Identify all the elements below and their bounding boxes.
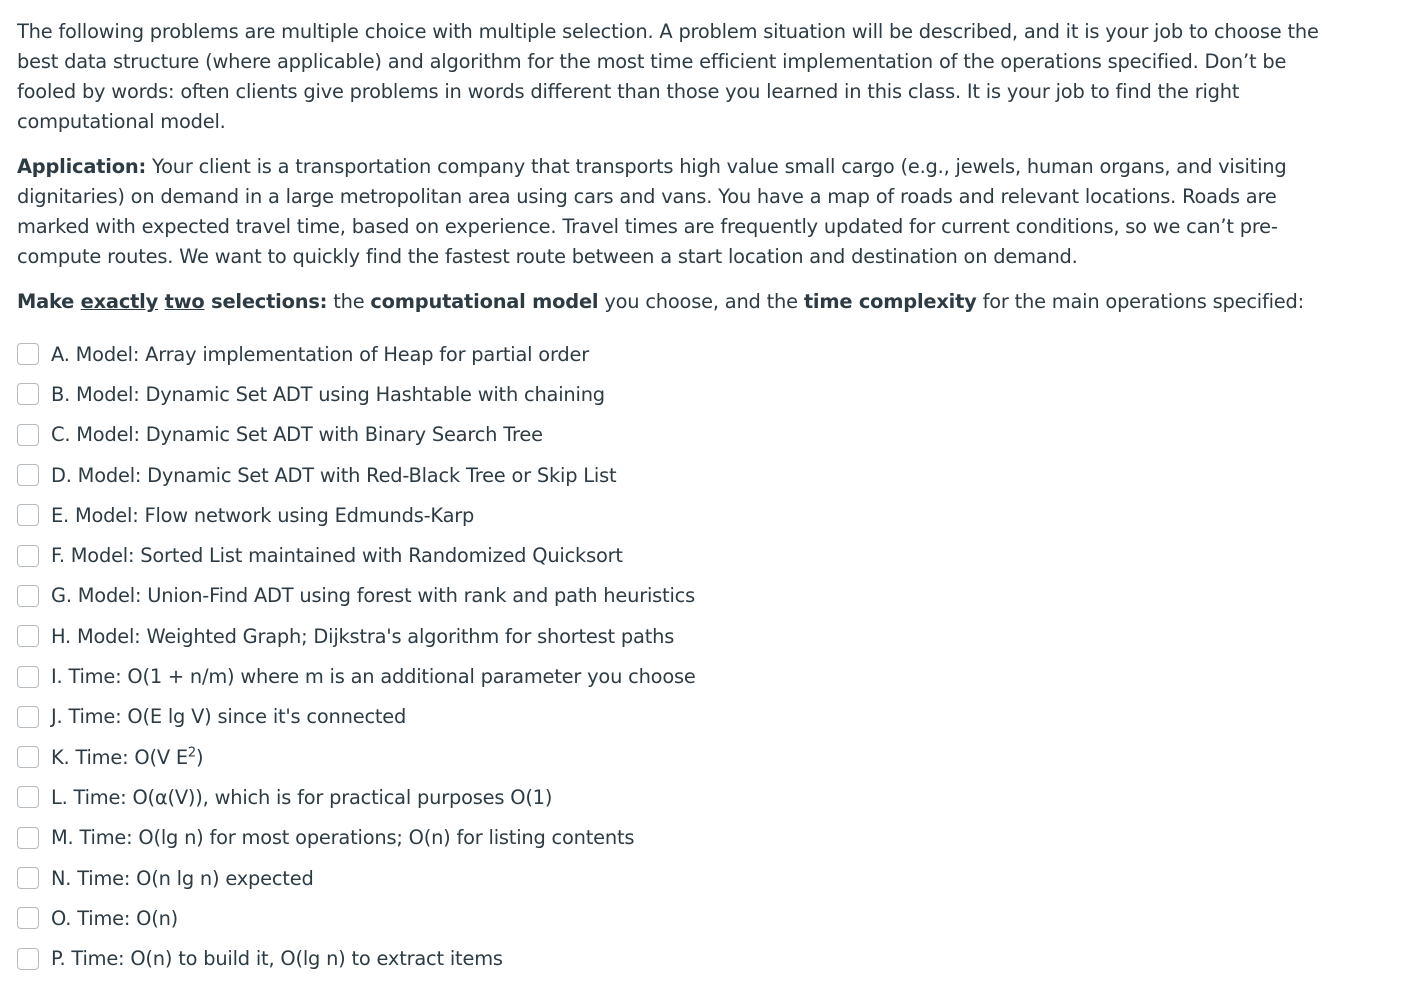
answer-option[interactable] xyxy=(17,656,1327,696)
answer-option[interactable] xyxy=(17,334,1327,374)
answer-options-list xyxy=(17,334,1327,979)
answer-option[interactable] xyxy=(17,818,1327,858)
option-label[interactable]: N. Time: O(n lg n) expected xyxy=(51,866,314,890)
option-checkbox[interactable] xyxy=(17,666,39,688)
option-label[interactable]: P. Time: O(n) to build it, O(lg n) to extract items xyxy=(51,947,503,971)
option-label[interactable]: O. Time: O(n) xyxy=(51,906,179,930)
answer-option[interactable] xyxy=(17,415,1327,455)
instruction-computational-model: computational model xyxy=(370,290,599,313)
instruction-exactly: exactly xyxy=(80,290,159,313)
option-label[interactable]: F. Model: Sorted List maintained with Randomized Quicksort xyxy=(51,544,623,568)
intro-text: The following problems are multiple choice with multiple selection. A problem situation will be described, and it is your job to choose the best data structure (where applicable) and algorithm for the most time efficient implementation of the operations specified. Don’t be fooled by words: often clients give problems in words different than those you learned in this class. It is your job to find the right computational model. xyxy=(17,20,1319,133)
answer-option[interactable] xyxy=(17,697,1327,737)
option-checkbox[interactable] xyxy=(17,827,39,849)
option-checkbox[interactable] xyxy=(17,464,39,486)
answer-option[interactable] xyxy=(17,576,1327,616)
answer-option[interactable] xyxy=(17,858,1327,898)
option-label[interactable]: G. Model: Union-Find ADT using forest with rank and path heuristics xyxy=(51,584,696,608)
answer-option[interactable] xyxy=(17,616,1327,656)
option-label[interactable]: J. Time: O(E lg V) since it's connected xyxy=(51,705,407,729)
option-label[interactable]: K. Time: O(V $E^2$) xyxy=(51,745,204,769)
option-checkbox[interactable] xyxy=(17,786,39,808)
answer-option[interactable] xyxy=(17,737,1327,777)
instruction-time-complexity: time complexity xyxy=(803,290,977,313)
option-checkbox[interactable] xyxy=(17,746,39,768)
answer-option[interactable] xyxy=(17,374,1327,414)
answer-option[interactable] xyxy=(17,777,1327,817)
instruction-two: two xyxy=(164,290,205,313)
option-checkbox[interactable] xyxy=(17,504,39,526)
option-checkbox[interactable] xyxy=(17,383,39,405)
application-body: Your client is a transportation company that transports high value small cargo (e.g., jewels, human organs, and visiting dignitaries) on demand in a large metropolitan area using cars and vans. You have a map of roads and relevant locations. Roads are marked with expected travel time, based on experience. Travel times are frequently updated for current conditions, so we can’t pre-compute routes. We want to quickly find the fastest route between a start location and destination on demand. xyxy=(17,155,1287,268)
option-checkbox[interactable] xyxy=(17,343,39,365)
option-checkbox[interactable] xyxy=(17,585,39,607)
option-checkbox[interactable] xyxy=(17,424,39,446)
instruction-make: Make exactly two selections: xyxy=(17,290,328,313)
option-checkbox[interactable] xyxy=(17,867,39,889)
option-label[interactable]: M. Time: O(lg n) for most operations; O(n) for listing contents xyxy=(51,826,635,850)
answer-option[interactable] xyxy=(17,898,1327,938)
option-label[interactable]: L. Time: O(α(V)), which is for practical purposes O(1) xyxy=(51,785,553,809)
option-label[interactable]: B. Model: Dynamic Set ADT using Hashtable with chaining xyxy=(51,382,605,406)
application-label: Application: xyxy=(17,155,147,178)
answer-option[interactable] xyxy=(17,938,1327,978)
option-label[interactable]: E. Model: Flow network using Edmunds-Karp xyxy=(51,503,475,527)
option-checkbox[interactable] xyxy=(17,706,39,728)
application-text xyxy=(17,152,1327,272)
option-checkbox[interactable] xyxy=(17,545,39,567)
option-label[interactable]: C. Model: Dynamic Set ADT with Binary Search Tree xyxy=(51,423,543,447)
answer-option[interactable] xyxy=(17,455,1327,495)
option-label[interactable]: A. Model: Array implementation of Heap for partial order xyxy=(51,342,589,366)
answer-option[interactable] xyxy=(17,535,1327,575)
option-label[interactable]: I. Time: O(1 + n/m) where m is an additional parameter you choose xyxy=(51,665,696,689)
option-checkbox[interactable] xyxy=(17,907,39,929)
answer-option[interactable] xyxy=(17,495,1327,535)
option-label[interactable]: D. Model: Dynamic Set ADT with Red-Black Tree or Skip List xyxy=(51,463,617,487)
option-checkbox[interactable] xyxy=(17,948,39,970)
instruction-text: Make exactly two selections: the computational model you choose, and the time complexity for the main operations specified: xyxy=(17,290,1304,313)
option-label[interactable]: H. Model: Weighted Graph; Dijkstra's algorithm for shortest paths xyxy=(51,624,675,648)
option-checkbox[interactable] xyxy=(17,625,39,647)
